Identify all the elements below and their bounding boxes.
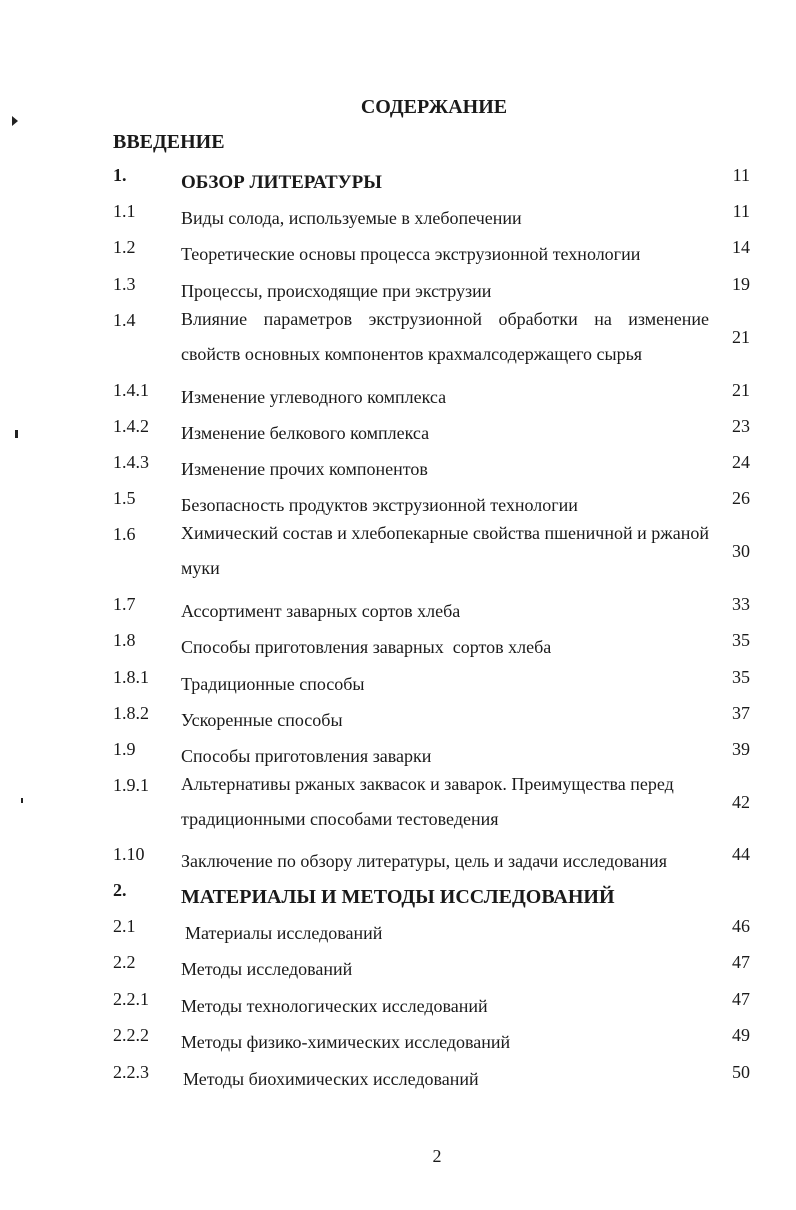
entry-number: 1.7 — [113, 594, 136, 614]
entry-page: 42 — [732, 792, 750, 812]
entry-page: 30 — [732, 541, 750, 561]
entry-title: Процессы, происходящие при экструзии — [181, 281, 492, 301]
entry-number: 1.8.2 — [113, 703, 149, 723]
entry-title: Влияние параметров экструзионной обработки на изменение свойств основных компонентов крахмалсодержащего сырья — [181, 309, 709, 364]
entry-page: 11 — [732, 165, 750, 185]
entry-number: 1.5 — [113, 488, 136, 508]
entry-page: 19 — [732, 274, 750, 294]
entry-number: 1.3 — [113, 274, 136, 294]
entry-page: 11 — [732, 201, 750, 221]
entry-page: 46 — [732, 916, 750, 936]
entry-title: Изменение углеводного комплекса — [181, 387, 447, 407]
entry-title: Ассортимент заварных сортов хлеба — [181, 601, 461, 621]
entry-page: 49 — [732, 1025, 750, 1045]
entry-page: 21 — [732, 380, 750, 400]
toc-intro: ВВЕДЕНИЕ — [113, 131, 225, 153]
entry-number: 2.1 — [113, 916, 136, 936]
entry-number: 2.2 — [113, 952, 136, 972]
scan-speck — [21, 798, 23, 803]
entry-number: 1.4.2 — [113, 416, 149, 436]
entry-number: 1.4 — [113, 310, 136, 330]
entry-number: 1.10 — [113, 844, 145, 864]
entry-title: МАТЕРИАЛЫ И МЕТОДЫ ИССЛЕДОВАНИЙ — [181, 886, 615, 908]
entry-title: Альтернативы ржаных заквасок и заварок. Преимущества перед традиционными способами тестоведения — [181, 774, 674, 829]
entry-title: ОБЗОР ЛИТЕРАТУРЫ — [181, 172, 382, 193]
entry-page: 47 — [732, 989, 750, 1009]
entry-page: 50 — [732, 1062, 750, 1082]
entry-number: 1. — [113, 165, 127, 185]
entry-page: 14 — [732, 237, 750, 257]
page-number: 2 — [432, 1146, 442, 1166]
entry-title: Методы физико-химических исследований — [181, 1032, 511, 1052]
entry-title: Методы технологических исследований — [181, 996, 488, 1016]
entry-number: 1.6 — [113, 524, 136, 544]
entry-page: 24 — [732, 452, 750, 472]
entry-page: 33 — [732, 594, 750, 614]
entry-number: 2.2.2 — [113, 1025, 149, 1045]
entry-page: 23 — [732, 416, 750, 436]
entry-title: Традиционные способы — [181, 674, 365, 694]
entry-page: 44 — [732, 844, 750, 864]
entry-title: Изменение прочих компонентов — [181, 459, 428, 479]
entry-title: Виды солода, используемые в хлебопечении — [181, 208, 522, 228]
entry-title: Материалы исследований — [185, 923, 383, 943]
entry-title: Химический состав и хлебопекарные свойства пшеничной и ржаной муки — [181, 523, 709, 578]
entry-number: 1.2 — [113, 237, 136, 257]
entry-page: 35 — [732, 630, 750, 650]
entry-number: 1.1 — [113, 201, 136, 221]
entry-number: 1.8 — [113, 630, 136, 650]
entry-page: 39 — [732, 739, 750, 759]
entry-number: 2.2.3 — [113, 1062, 149, 1082]
entry-title: Способы приготовления заварки — [181, 746, 432, 766]
toc-title: СОДЕРЖАНИЕ — [360, 96, 508, 118]
entry-title: Теоретические основы процесса экструзионной технологии — [181, 244, 641, 264]
entry-number: 2. — [113, 880, 127, 900]
entry-title: Заключение по обзору литературы, цель и задачи исследования — [181, 851, 668, 871]
entry-page: 21 — [732, 327, 750, 347]
entry-number: 1.9.1 — [113, 775, 149, 795]
entry-title: Способы приготовления заварных сортов хлеба — [181, 637, 552, 657]
entry-number: 1.8.1 — [113, 667, 149, 687]
entry-page: 35 — [732, 667, 750, 687]
entry-title: Методы исследований — [181, 959, 353, 979]
entry-title: Ускоренные способы — [181, 710, 343, 730]
entry-title: Безопасность продуктов экструзионной технологии — [181, 495, 578, 515]
entry-number: 1.4.1 — [113, 380, 149, 400]
entry-page: 37 — [732, 703, 750, 723]
entry-number: 2.2.1 — [113, 989, 149, 1009]
scan-speck — [15, 430, 18, 438]
entry-number: 1.4.3 — [113, 452, 149, 472]
entry-page: 26 — [732, 488, 750, 508]
entry-number: 1.9 — [113, 739, 136, 759]
entry-page: 47 — [732, 952, 750, 972]
entry-title: Методы биохимических исследований — [183, 1069, 479, 1089]
entry-title: Изменение белкового комплекса — [181, 423, 430, 443]
